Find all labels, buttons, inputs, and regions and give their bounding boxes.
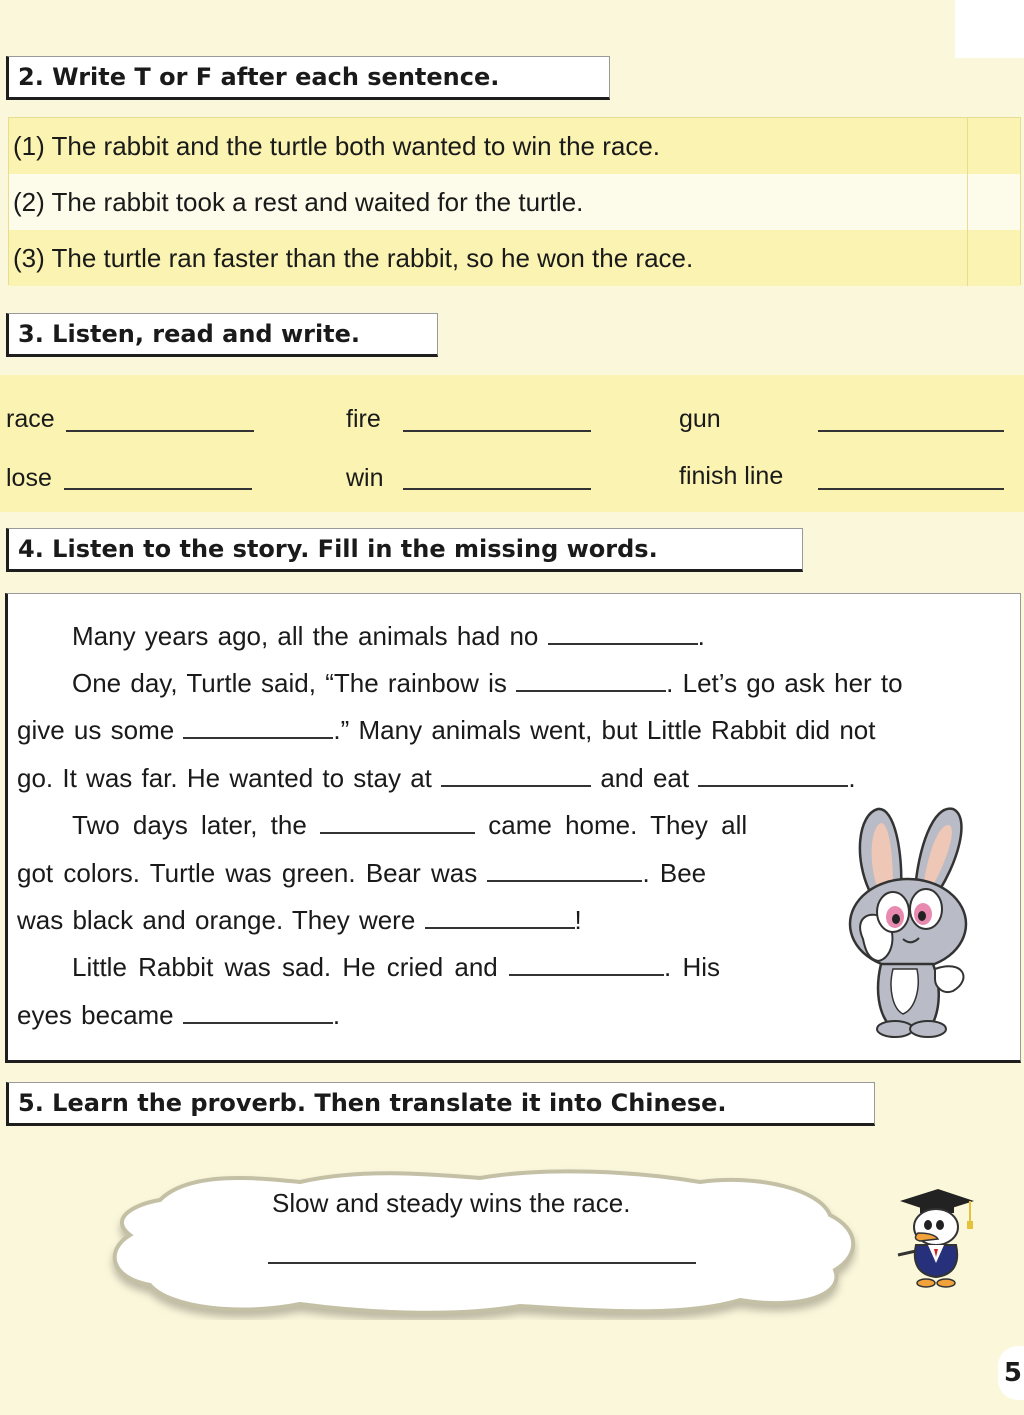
story-blank-3[interactable] [183,717,333,739]
tf-sentence-2: (2) The rabbit took a rest and waited for the turtle. [9,174,967,230]
vocab-word-fire: fire [346,405,381,433]
section-4-heading: 4. Listen to the story. Fill in the missing words. [6,528,803,572]
story-line-6: got colors. Turtle was green. Bear was . Bee [17,858,707,888]
story-blank-2[interactable] [516,670,666,692]
story-line-2: One day, Turtle said, “The rainbow is . Let’s go ask her to [72,668,903,698]
vocab-word-lose: lose [6,464,52,492]
vocab-word-race: race [6,405,55,433]
vocab-word-gun: gun [679,405,721,433]
story-blank-1[interactable] [548,623,698,645]
story-line-4: go. It was far. He wanted to stay at and eat . [17,763,856,793]
story-line-1: Many years ago, all the animals had no . [72,621,705,651]
duck-graduate-illustration [878,1183,978,1293]
true-false-table [8,117,1021,285]
vocab-blank-lose[interactable] [64,488,252,490]
proverb-text: Slow and steady wins the race. [272,1188,631,1218]
story-blank-5[interactable] [698,765,848,787]
story-blank-9[interactable] [509,954,664,976]
tf-sentence-1: (1) The rabbit and the turtle both wanted to win the race. [9,118,967,174]
story-line-9: eyes became . [17,1000,341,1030]
vocab-blank-win[interactable] [403,488,591,490]
section-2-heading: 2. Write T or F after each sentence. [6,56,610,100]
vocab-blank-finish-line[interactable] [818,488,1004,490]
story-line-8: Little Rabbit was sad. He cried and . His [72,952,721,982]
vocab-blank-race[interactable] [66,430,254,432]
story-line-3: give us some .” Many animals went, but Little Rabbit did not [17,715,876,745]
section-3-heading: 3. Listen, read and write. [6,313,438,357]
rabbit-illustration [823,799,993,1039]
translation-blank[interactable] [268,1262,696,1264]
story-box [5,593,1021,1063]
story-blank-7[interactable] [487,860,642,882]
story-blank-6[interactable] [320,812,475,834]
tf-answer-box-2[interactable] [967,174,1020,230]
story-line-5: Two days later, the came home. They all [72,810,748,840]
story-line-7: was black and orange. They were ! [17,905,582,935]
story-blank-4[interactable] [441,765,591,787]
proverb-cloud [100,1160,860,1320]
page-number: 5 [998,1346,1024,1400]
vocab-word-finish-line: finish line [679,462,784,490]
vocab-word-win: win [346,464,384,492]
tf-answer-box-1[interactable] [967,118,1020,174]
tf-sentence-3: (3) The turtle ran faster than the rabbit, so he won the race. [9,230,967,286]
section-5-heading: 5. Learn the proverb. Then translate it into Chinese. [6,1082,875,1126]
tf-answer-box-3[interactable] [967,230,1020,286]
vocab-blank-fire[interactable] [403,430,591,432]
story-blank-10[interactable] [183,1002,333,1024]
vocab-blank-gun[interactable] [818,430,1004,432]
vocabulary-panel [0,375,1024,512]
story-blank-8[interactable] [425,907,575,929]
page-corner [955,0,1024,58]
